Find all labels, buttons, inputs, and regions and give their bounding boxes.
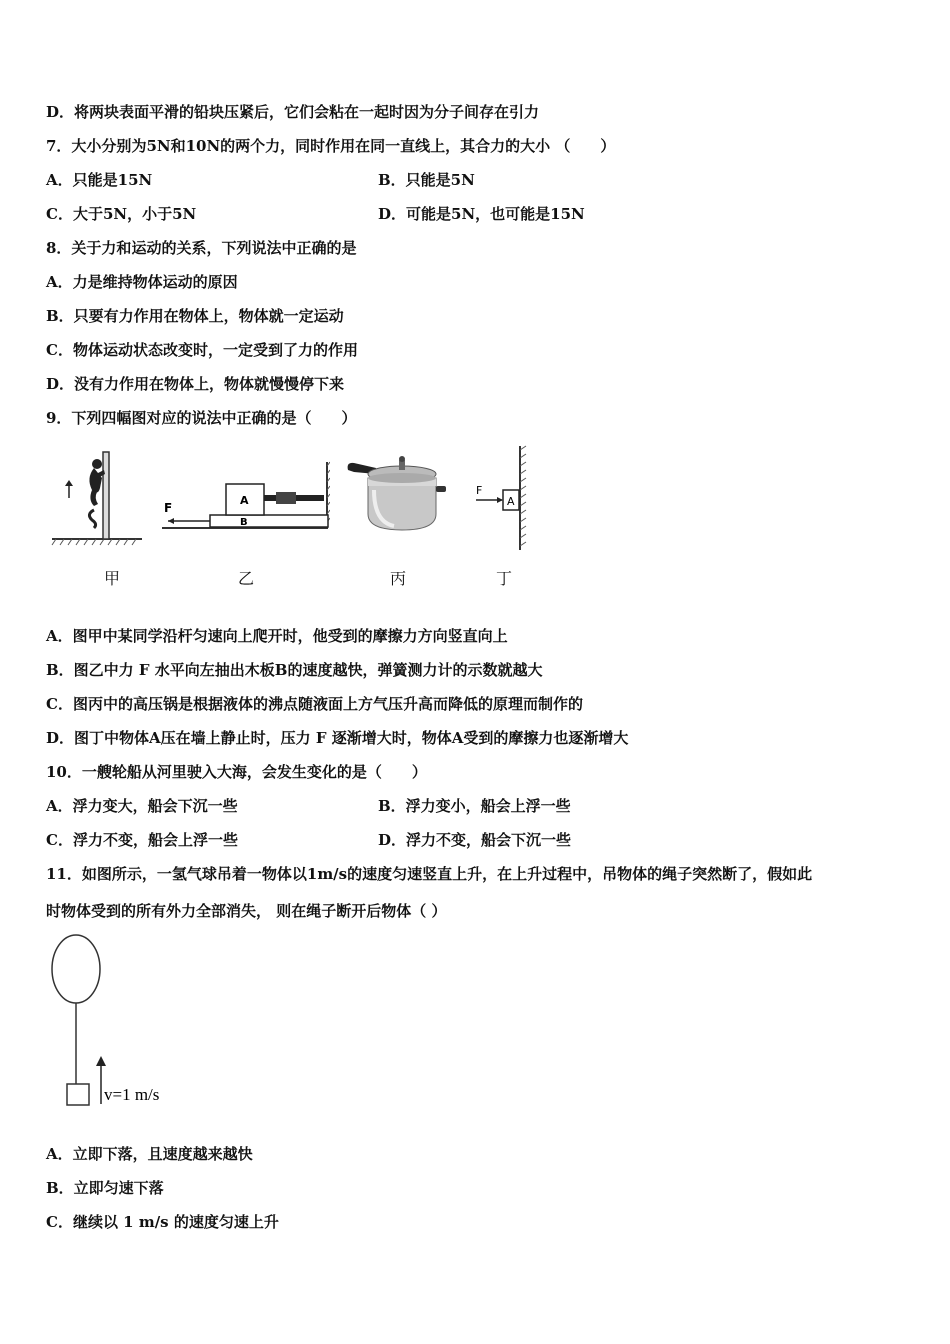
q9-option-d: D．图丁中物体A压在墙上静止时，压力 F 逐渐增大时，物体A受到的摩擦力也逐渐增大	[46, 729, 629, 747]
q9-option-a: A．图甲中某同学沿杆匀速向上爬开时，他受到的摩擦力方向竖直向上	[46, 627, 508, 645]
q11-option-a: A．立即下落，且速度越来越快	[46, 1145, 253, 1163]
figure-balloon	[44, 932, 224, 1112]
q6-option-d: D．将两块表面平滑的铅块压紧后，它们会粘在一起时因为分子间存在引力	[46, 103, 540, 121]
q8-option-d: D．没有力作用在物体上，物体就慢慢停下来	[46, 375, 345, 393]
q10-option-c: C．浮力不变，船会上浮一些	[46, 831, 238, 849]
q8-option-b: B．只要有力作用在物体上，物体就一定运动	[46, 307, 344, 325]
caption-ding: 丁	[496, 569, 513, 588]
caption-bing: 丙	[390, 569, 407, 588]
caption-yi: 乙	[238, 569, 255, 588]
q11-stem-line-1: 11．如图所示，一氢气球吊着一物体以1m/s的速度匀速竖直上升，在上升过程中，吊物体的绳子突然断了，假如此	[46, 865, 813, 883]
q11-option-c: C．继续以 1 m/s 的速度匀速上升	[46, 1213, 279, 1231]
figure-jia-climber	[50, 448, 146, 548]
yi-block-a-label: A	[240, 494, 249, 507]
q7-option-a: A．只能是15N	[46, 171, 153, 189]
ding-block-a-label: A	[507, 495, 515, 508]
q9-option-b: B．图乙中力 F 水平向左抽出木板B的速度越快，弹簧测力计的示数就越大	[46, 661, 543, 679]
yi-board-b-label: B	[240, 517, 248, 528]
q9-stem: 9．下列四幅图对应的说法中正确的是（ ）	[46, 409, 357, 427]
figure-ding-wall-block	[470, 444, 534, 552]
q7-option-d: D．可能是5N，也可能是15N	[378, 205, 585, 223]
q8-option-a: A．力是维持物体运动的原因	[46, 273, 238, 291]
q10-option-b: B．浮力变小，船会上浮一些	[378, 797, 571, 815]
q10-option-a: A．浮力变大，船会下沉一些	[46, 797, 238, 815]
q7-stem: 7．大小分别为5N和10N的两个力，同时作用在同一直线上，其合力的大小 （ ）	[46, 137, 616, 155]
figure-bing-pressure-cooker	[344, 452, 450, 537]
q7-option-c: C．大于5N，小于5N	[46, 205, 197, 223]
q9-option-c: C．图丙中的高压锅是根据液体的沸点随液面上方气压升高而降低的原理而制作的	[46, 695, 583, 713]
q10-stem: 10．一艘轮船从河里驶入大海，会发生变化的是（ ）	[46, 763, 427, 781]
velocity-label: v=1 m/s	[104, 1085, 160, 1104]
caption-jia: 甲	[104, 569, 121, 588]
q11-stem-line-2: 时物体受到的所有外力全部消失， 则在绳子断开后物体（ ）	[46, 902, 447, 920]
q10-option-d: D．浮力不变，船会下沉一些	[378, 831, 572, 849]
q8-option-c: C．物体运动状态改变时，一定受到了力的作用	[46, 341, 358, 359]
ding-force-label: F	[476, 484, 483, 497]
q7-option-b: B．只能是5N	[378, 171, 475, 189]
yi-force-label: F	[164, 501, 173, 515]
figure-yi-board	[160, 458, 330, 533]
q8-stem: 8．关于力和运动的关系，下列说法中正确的是	[46, 239, 357, 257]
q11-option-b: B．立即匀速下落	[46, 1179, 164, 1197]
